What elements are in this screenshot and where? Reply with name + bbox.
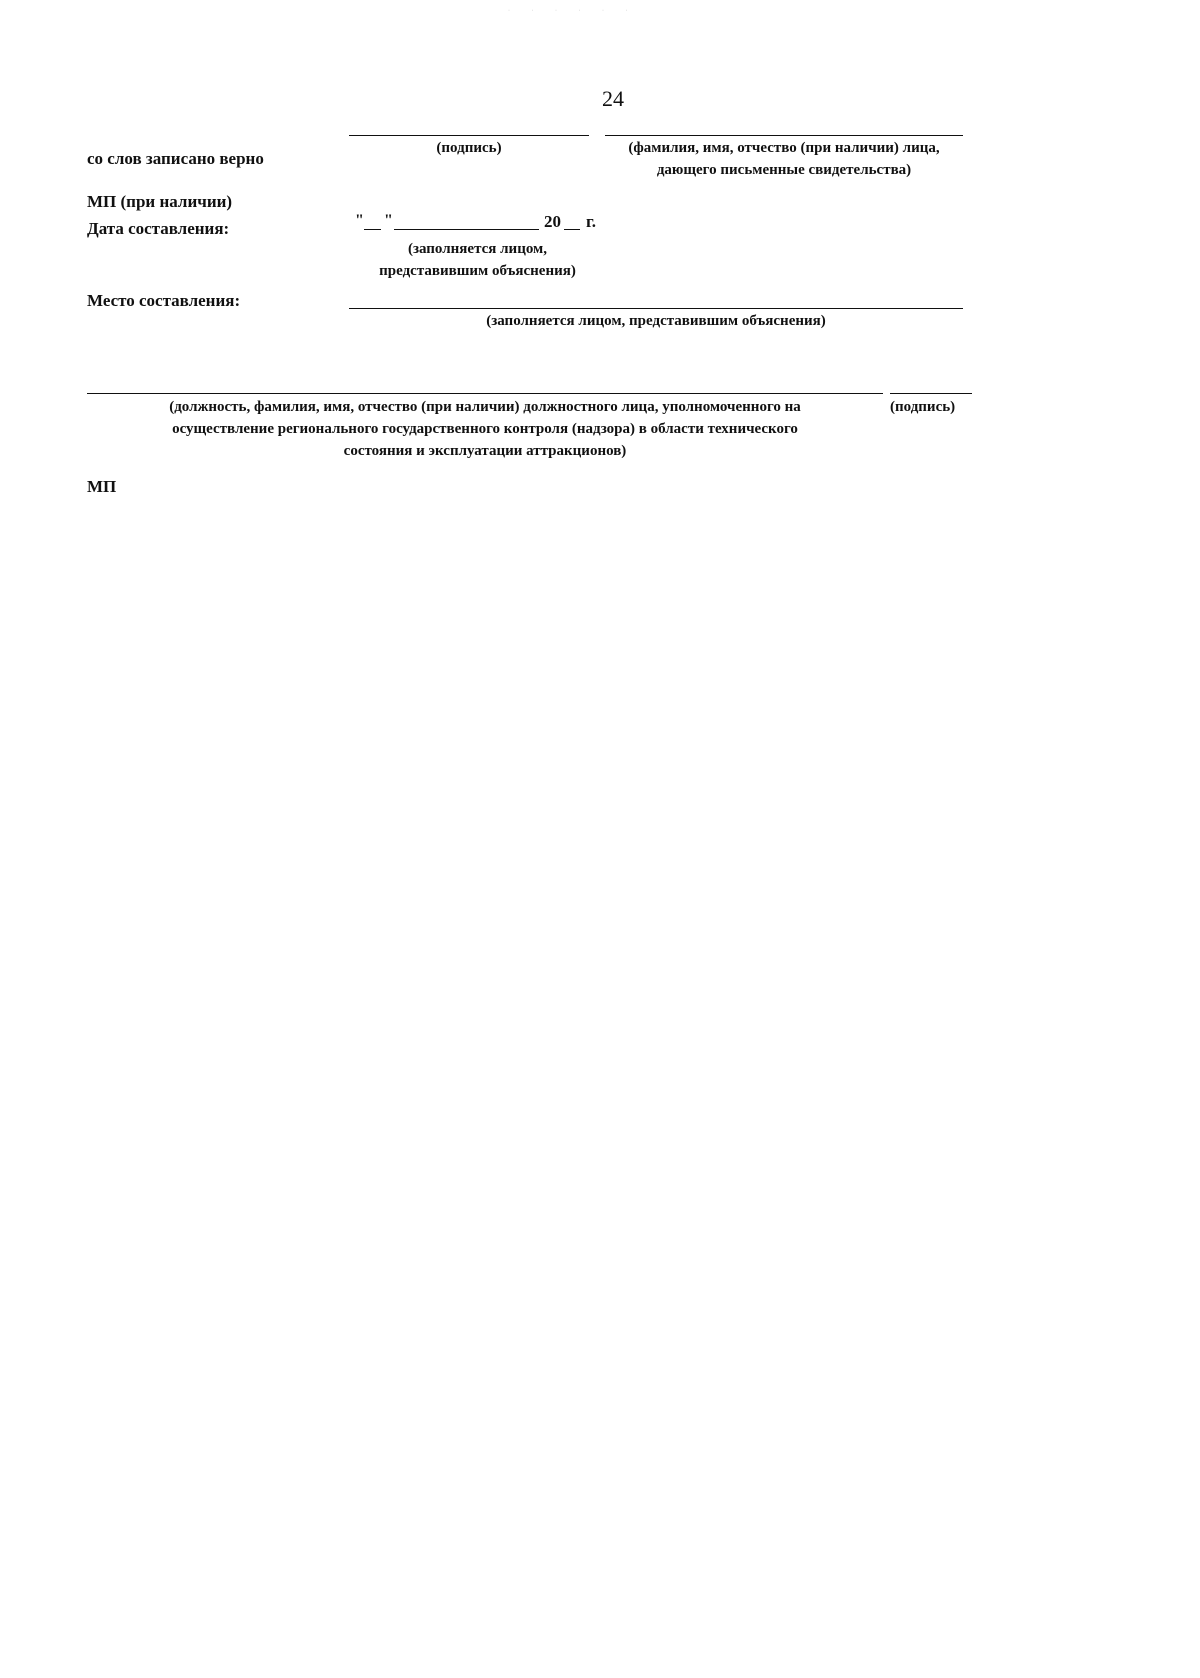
date-label: Дата составления: (87, 219, 230, 238)
page-number: 24 (602, 86, 624, 111)
signature-caption: (подпись) (436, 140, 502, 156)
fio-caption-line1: (фамилия, имя, отчество (при наличии) лица, (628, 140, 940, 156)
official-line (87, 393, 883, 394)
stamp-label: МП (87, 477, 117, 496)
fio-caption-line2: дающего письменные свидетельства) (656, 162, 912, 178)
signature-line (349, 135, 589, 136)
recorded-correctly-label: со слов записано верно (87, 149, 264, 168)
date-caption-line2: представившим объяснения) (379, 263, 576, 279)
date-quote-open: " (355, 212, 364, 229)
place-caption: (заполняется лицом, представившим объяснения) (486, 313, 826, 329)
official-signature-line (890, 393, 972, 394)
official-signature-caption: (подпись) (890, 399, 956, 415)
official-caption-line3: состояния и эксплуатации аттракционов) (343, 443, 627, 459)
fio-line (605, 135, 963, 136)
year-blank-line (564, 229, 580, 230)
month-blank-line (394, 229, 539, 230)
place-label: Место составления: (87, 291, 241, 310)
year-suffix: г. (586, 212, 597, 231)
scan-specks: · · · · · · (508, 8, 638, 14)
date-quote-close: " (384, 212, 393, 229)
stamp-optional-label: МП (при наличии) (87, 192, 233, 211)
place-line (349, 308, 963, 309)
official-caption-line2: осуществление регионального государственного контроля (надзора) в области технического (172, 421, 798, 437)
date-caption-line1: (заполняется лицом, (407, 241, 548, 257)
year-prefix: 20 (544, 212, 561, 231)
official-caption-line1: (должность, фамилия, имя, отчество (при наличии) должностного лица, уполномоченного на (169, 399, 801, 415)
day-blank-line (364, 229, 381, 230)
